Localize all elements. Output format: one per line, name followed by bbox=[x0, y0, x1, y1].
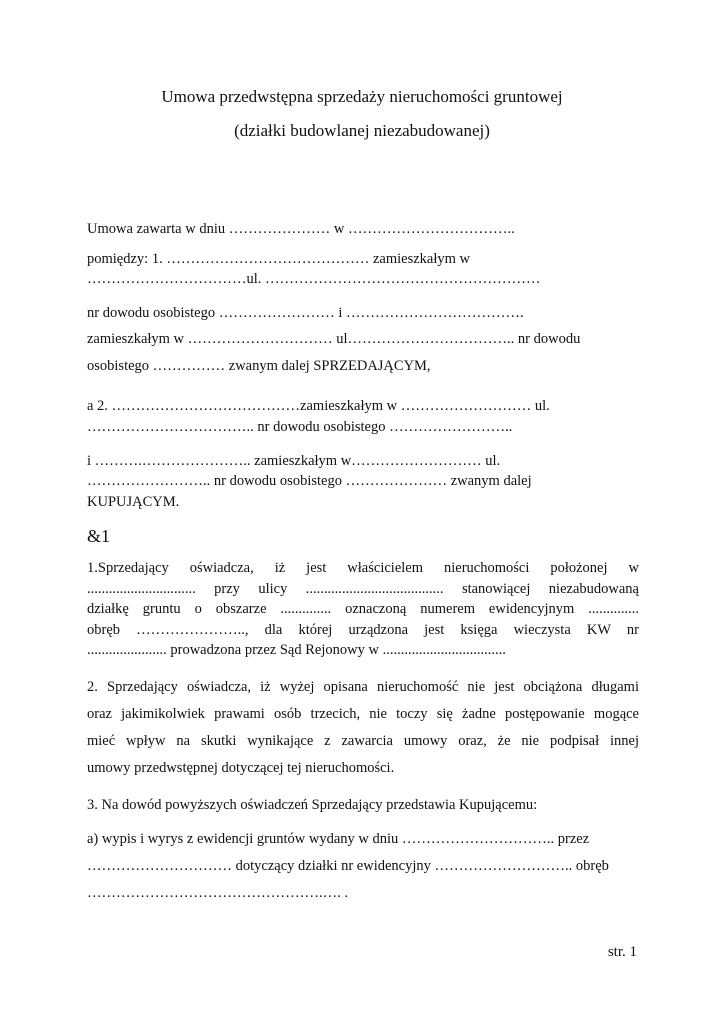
clause-3a-line: ………………………………………….…. . bbox=[87, 885, 348, 901]
party-2-id-line: …………………………….. nr dowodu osobistego …………………….. bbox=[87, 419, 513, 435]
document-subtitle: (działki budowlanej niezabudowanej) bbox=[234, 121, 490, 140]
clause-2-line: umowy przedwstępnej dotyczącej tej nieruchomości. bbox=[87, 760, 395, 776]
party-1-id-line: nr dowodu osobistego …………………… i ………………………………. bbox=[87, 305, 524, 321]
party-1-line: pomiędzy: 1. …………………………………… zamieszkałym w bbox=[87, 251, 470, 267]
clause-3a-line: a) wypis i wyrys z ewidencji gruntów wydany w dniu ………………………….. przez bbox=[87, 831, 590, 847]
party-2-second-id-line: …………………….. nr dowodu osobistego ………………… zwanym dalej bbox=[87, 473, 532, 489]
party-2-line: a 2. …………………………………zamieszkałym w ……………………… ul. bbox=[87, 398, 550, 414]
party-2-second-person-line: i ……….………………….. zamieszkałym w……………………… ul. bbox=[87, 453, 501, 469]
clause-2-line: oraz jakimikolwiek prawami osób trzecich, nie toczy się żadne postępowanie mogące bbox=[87, 706, 639, 722]
party-1-street-line: ……………………………ul. ………………………………………………… bbox=[87, 271, 541, 287]
clause-1 bbox=[87, 558, 639, 661]
clause-1-line: obręb ………………….., dla której urządzona jest księga wieczysta KW nr bbox=[87, 621, 639, 638]
clause-1-line: 1.Sprzedający oświadcza, iż jest właścicielem nieruchomości położonej w bbox=[87, 560, 639, 576]
clause-2 bbox=[87, 674, 639, 782]
clause-3a-line: ………………………… dotyczący działki nr ewidencyjny ……………………….. obręb bbox=[87, 858, 609, 874]
clause-2-line: mieć wpływ na skutki wynikające z zawarcia umowy oraz, że nie podpisał innej bbox=[87, 733, 639, 749]
section-heading: &1 bbox=[87, 526, 111, 546]
clause-1-line: .............................. przy ulicy ...................................... stanowiącej niezabudowaną bbox=[87, 580, 639, 597]
clause-1-line: działkę gruntu o obszarze .............. oznaczoną numerem ewidencyjnym .............. bbox=[87, 601, 639, 617]
document-title: Umowa przedwstępna sprzedaży nieruchomości gruntowej bbox=[161, 87, 563, 106]
party-1-second-address-line: zamieszkałym w ………………………… ul…………………………….. nr dowodu bbox=[87, 331, 581, 347]
buyer-designation-line: KUPUJĄCYM. bbox=[87, 494, 180, 510]
clause-2-line: 2. Sprzedający oświadcza, iż wyżej opisana nieruchomość nie jest obciążona długami bbox=[87, 679, 639, 695]
page-number: str. 1 bbox=[607, 944, 637, 960]
clause-1-line: ...................... prowadzona przez Sąd Rejonowy w .................................. bbox=[87, 642, 506, 658]
agreement-date-line: Umowa zawarta w dniu ………………… w …………………………….. bbox=[87, 221, 515, 237]
clause-3-intro: 3. Na dowód powyższych oświadczeń Sprzedający przedstawia Kupującemu: bbox=[87, 797, 538, 813]
seller-designation-line: osobistego …………… zwanym dalej SPRZEDAJĄCYM, bbox=[87, 358, 431, 374]
